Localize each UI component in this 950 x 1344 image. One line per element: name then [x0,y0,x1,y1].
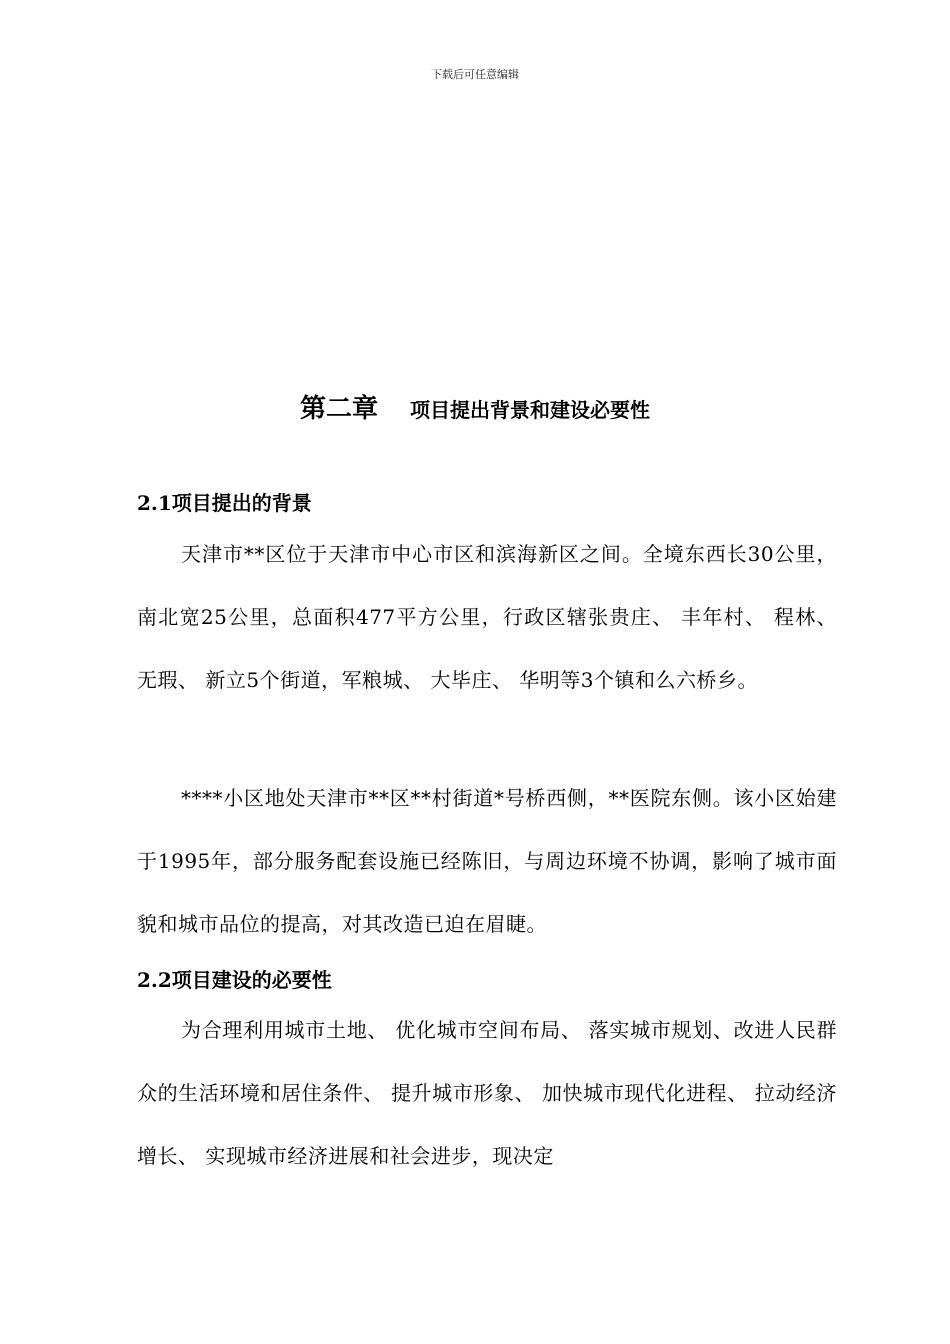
paragraph-background-1: 天津市**区位于天津市中心市区和滨海新区之间。全境东西长30公里，南北宽25公里，总面积477平方公里，行政区辖张贵庄、 丰年村、 程林、 无瑕、 新立5个街道，军粮城、 大毕庄、 华明等3个镇和么六桥乡。 [137,542,837,692]
paragraph-necessity-1: 为合理利用城市土地、 优化城市空间布局、 落实城市规划、改进人民群众的生活环境和居住条件、 提升城市形象、 加快城市现代化进程、 拉动经济增长、 实现城市经济进展和社会进步，现决定 [137,1018,837,1168]
chapter-name: 项目提出背景和建设必要性 [410,398,650,422]
page-header-note: 下载后可任意编辑 [431,68,519,81]
paragraph-background-2: ****小区地处天津市**区**村街道*号桥西侧，**医院东侧。该小区始建于1995年，部分服务配套设施已经陈旧，与周边环境不协调，影响了城市面貌和城市品位的提高，对其改造已迫在眉睫。 [137,786,837,936]
section-heading-2-1: 2.1项目提出的背景 [137,491,312,515]
chapter-title [0,388,950,425]
chapter-number: 第二章 [299,394,378,424]
section-heading-2-2: 2.2项目建设的必要性 [137,968,332,992]
